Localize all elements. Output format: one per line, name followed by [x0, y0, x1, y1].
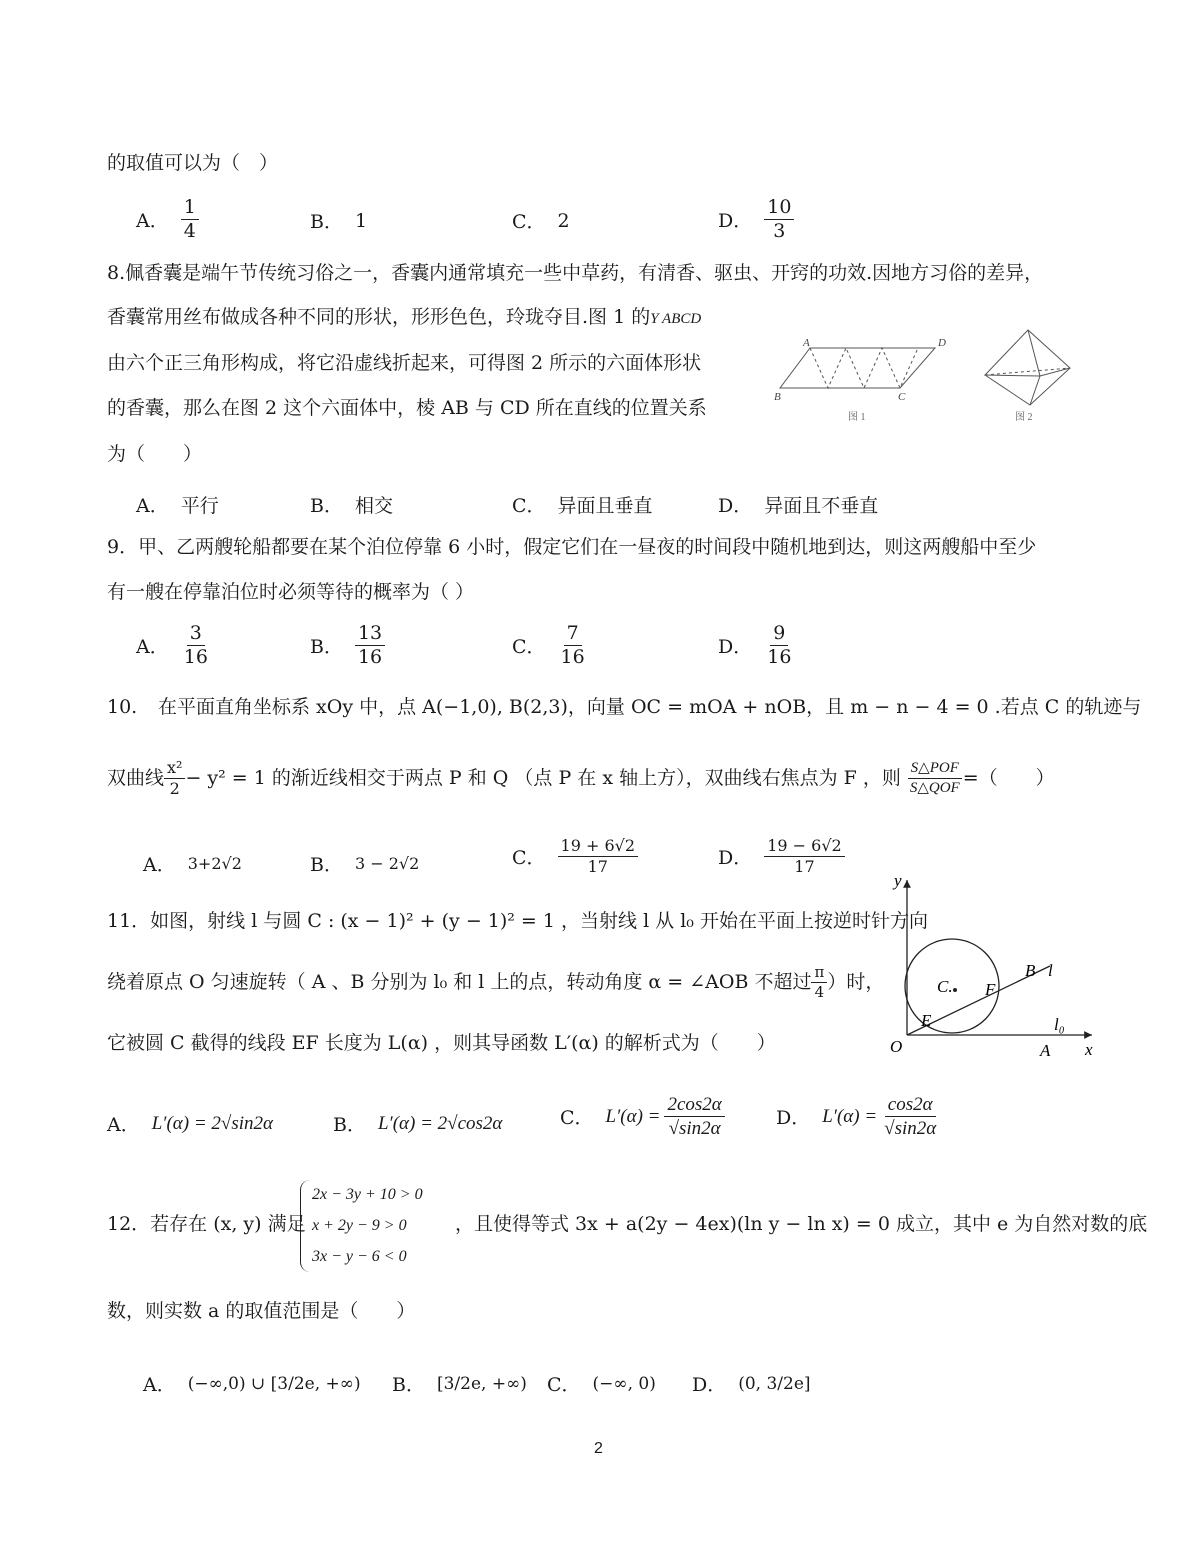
q12-line2: 数，则实数 a 的取值范围是（ ） [107, 1300, 416, 1322]
q12-pre: 12．若存在 (x, y) 满足 [107, 1213, 306, 1235]
q8-figures [770, 320, 1080, 430]
origin-label: O [890, 1037, 903, 1056]
fig2-caption: 图 2 [1015, 412, 1033, 423]
q8-option-b: B． 相交 [310, 495, 393, 517]
fold-lines [810, 348, 918, 388]
q8-line2: 香囊常用丝布做成各种不同的形状，形形色色，玲珑夺目.图 1 的Y ABCD [107, 306, 702, 328]
fig1-label-b: B [774, 391, 781, 403]
q8-option-a: A． 平行 [136, 495, 219, 517]
fraction: $\frac{19 - 6√2}{17}$ [764, 838, 845, 875]
page-number: 2 [594, 1440, 603, 1457]
figure-2 [985, 330, 1070, 405]
q10-option-d: D． $\frac{19 - 6√2}{17}$ [718, 838, 845, 875]
q11-option-a: A． L′(α) = 2√sin2α [107, 1112, 273, 1136]
fig1-label-d: D [938, 337, 946, 349]
q7-option-a [136, 198, 199, 241]
option-label: A． [136, 210, 169, 232]
q9-option-c: C． $\frac{7}{16}$ [512, 624, 588, 667]
center-point [953, 988, 957, 992]
fraction: $\frac{3}{16}$ [183, 622, 208, 668]
point-e-label: E [921, 1011, 932, 1030]
q8-line5: 为（ ） [107, 443, 203, 465]
q10-number: 10. [107, 696, 138, 718]
q12-option-d: D． (0, 3/2e] [692, 1373, 811, 1396]
q10-line1: 在平面直角坐标系 xOy 中，点 A(−1,0), B(2,3)，向量 OC = mOA + nOB，且 m − n − 4 = 0 .若点 C 的轨迹与 [158, 696, 1142, 718]
point-f-label: F [985, 980, 996, 999]
q9-line2: 有一艘在停靠泊位时必须等待的概率为（ ） [107, 581, 475, 603]
x-axis-label: x [1085, 1040, 1093, 1059]
q9-line1: 9．甲、乙两艘轮船都要在某个泊位停靠 6 小时，假定它们在一昼夜的时间段中随机地到达，则这两艘船中至少 [107, 536, 1037, 558]
system-eq-1: 2x − 3y + 10 > 0 [312, 1186, 423, 1203]
q11-figure [880, 868, 1110, 1068]
fraction: $\frac{13}{16}$ [355, 624, 385, 667]
q8-option-d: D． 异面且不垂直 [718, 495, 879, 517]
q7-option-c: C． 2 [512, 209, 570, 233]
fig1-label-c: C [898, 391, 906, 403]
q10-option-c: C． $\frac{19 + 6√2}{17}$ [512, 838, 638, 875]
point-a-label: A [1040, 1041, 1051, 1060]
fraction: $\frac{2\cos 2\alpha}{√\sin 2\alpha}$ [664, 1095, 724, 1138]
fraction: $\frac{19 + 6√2}{17}$ [558, 838, 639, 875]
q8-line4: 的香囊，那么在图 2 这个六面体中，棱 AB 与 CD 所在直线的位置关系 [107, 397, 707, 419]
q11-line3: 它被圆 C 截得的线段 EF 长度为 L(α) ，则其导函数 L′(α) 的解析式为（ ） [107, 1032, 776, 1054]
q11-option-d: D． L′(α) = $\frac{\cos 2\alpha}{√\sin 2\alpha}$ [776, 1095, 939, 1138]
q11-option-b: B． L′(α) = 2√cos2α [333, 1112, 503, 1136]
q9-option-d: D． $\frac{9}{16}$ [718, 624, 794, 667]
fraction: $\frac{9}{16}$ [767, 622, 792, 668]
q8-line3: 由六个正三角形构成，将它沿虚线折起来，可得图 2 所示的六面体形状 [107, 352, 702, 374]
fraction: $\frac{7}{16}$ [560, 622, 585, 668]
q12-option-c: C． (−∞, 0) [547, 1373, 656, 1396]
fraction: $\frac{\text{x²}}{2}$ [164, 760, 185, 797]
parallelogram [780, 348, 935, 388]
q11-option-c: C． L′(α) = $\frac{2\cos 2\alpha}{√\sin 2\alpha}$ [560, 1095, 725, 1138]
q8-line1: 8.佩香囊是端午节传统习俗之一，香囊内通常填充一些中草药，有清香、驱虫、开窍的功效.因地方习俗的差异， [107, 262, 1044, 284]
q9-option-a: A． $\frac{3}{16}$ [136, 624, 211, 667]
q11-line1: 11．如图，射线 l 与圆 C : (x − 1)² + (y − 1)² = 1 ，当射线 l 从 l₀ 开始在平面上按逆时针方向 [107, 910, 928, 932]
q8-option-c: C． 异面且垂直 [512, 495, 653, 517]
point-b-label: B [1025, 961, 1036, 980]
q10-option-a: A． 3+2√2 [143, 854, 242, 876]
fraction: $\frac{\pi}{4}$ [811, 965, 827, 1000]
figure-1 [780, 348, 935, 388]
edge [1028, 330, 1040, 376]
ray-l0-label: l₀ [1054, 1015, 1065, 1034]
q7-option-b: B． 1 [310, 209, 368, 233]
system-eq-3: 3x − y − 6 < 0 [312, 1248, 407, 1265]
q7-tail: 的取值可以为（ ） [107, 152, 279, 174]
y-axis-label: y [894, 871, 902, 890]
center-label: C. [937, 977, 953, 996]
ray-l-label: l [1048, 961, 1053, 980]
q12-option-a: A． (−∞,0) ∪ [3/2e, +∞) [143, 1373, 361, 1396]
q11-line2: 绕着原点 O 匀速旋转（ A 、B 分别为 l₀ 和 l 上的点，转动角度 α = ∠AOB 不超过 $\frac{\pi}{4}$ ）时， [107, 963, 885, 1001]
q9-option-b: B． $\frac{13}{16}$ [310, 624, 385, 667]
ratio-fraction: $\frac{\text{S△POF}}{\text{S△QOF}}$ [907, 761, 963, 796]
q10-line2: 双曲线 $\frac{\text{x²}}{2}$ − y² = 1 的渐近线相交于两点 P 和 Q （点 P 在 x 轴上方），双曲线右焦点为 F ，则 $\frac{\text{S△POF}}{\text{S△QOF}}$ =（ ） [107, 758, 1055, 798]
system-eq-2: x + 2y − 9 > 0 [312, 1217, 407, 1234]
fraction: $\frac{1}{4}$ [181, 198, 199, 241]
q7-option-d: D． $\frac{10}{3}$ [718, 198, 794, 241]
q10-option-b: B． 3 − 2√2 [310, 854, 420, 876]
q12-post: ，且使得等式 3x + a(2y − 4ex)(ln y − ln x) = 0 成立，其中 e 为自然对数的底 [455, 1213, 1148, 1235]
fig1-caption: 图 1 [848, 412, 866, 423]
fraction: $\frac{10}{3}$ [764, 198, 794, 241]
q12-option-b: B． [3/2e, +∞) [392, 1373, 527, 1396]
fraction: $\frac{\cos 2\alpha}{√\sin 2\alpha}$ [884, 1094, 937, 1139]
fig1-label-a: A [803, 337, 810, 349]
